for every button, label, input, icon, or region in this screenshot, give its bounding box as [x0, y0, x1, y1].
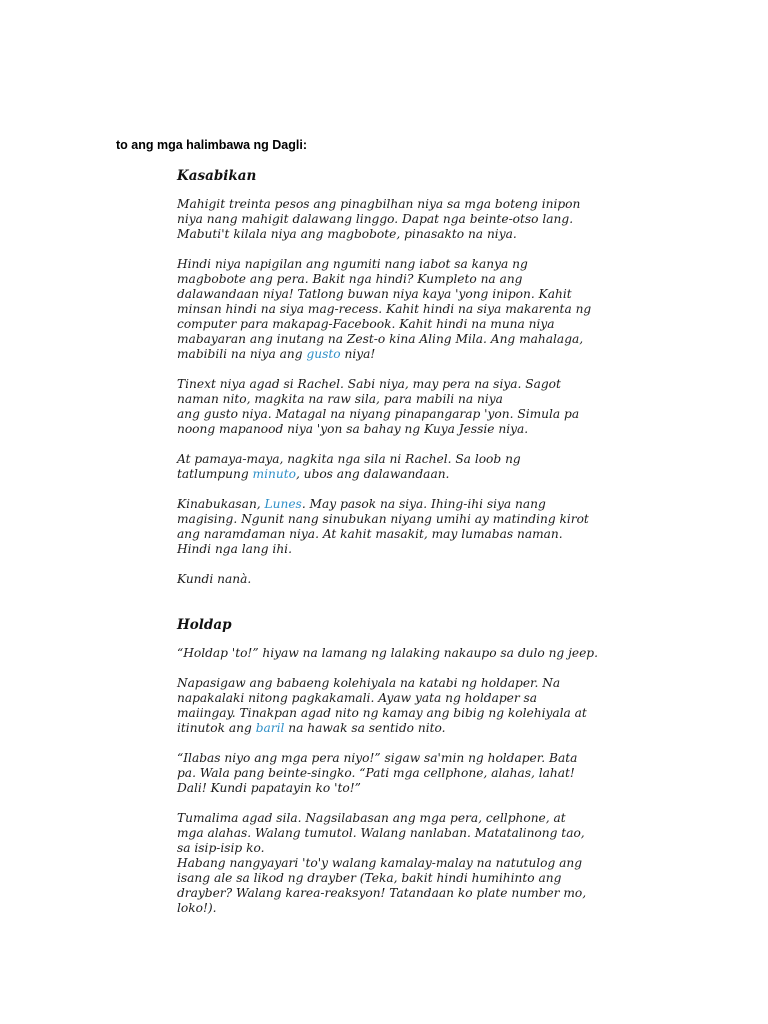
link-gusto[interactable]: gusto: [306, 347, 341, 361]
text-line: At pamaya-maya, nagkita nga sila ni Rachel. Sa loob ng: [177, 452, 521, 466]
text-line: “Holdap 'to!” hiyaw na lamang ng lalaking nakaupo sa dulo ng jeep.: [177, 646, 598, 660]
text-segment: mabibili na niya ang: [177, 347, 307, 361]
text-line: isang ale sa likod ng drayber (Teka, bakit hindi humihinto ang: [177, 871, 562, 885]
text-line: Kundi nanà.: [177, 572, 252, 586]
text-line: [177, 347, 617, 362]
text-line: Mabuti't kilala niya ang magbobote, pinasakto na niya.: [177, 227, 517, 241]
text-line: ang gusto niya. Matagal na niyang pinapangarap 'yon. Simula pa: [177, 407, 580, 421]
text-line: Dali! Kundi papatayin ko 'to!”: [177, 781, 361, 795]
text-line: napakalaki nitong pagkakamali. Ayaw yata ng holdaper sa: [177, 691, 538, 705]
text-line: mga alahas. Walang tumutol. Walang nanlaban. Matatalinong tao,: [177, 826, 585, 840]
text-line: pa. Wala pang beinte-singko. “Pati mga cellphone, alahas, lahat!: [177, 766, 575, 780]
text-line: maiingay. Tinakpan agad nito ng kamay ang bibig ng kolehiyala at: [177, 706, 587, 720]
text-line: magising. Ngunit nang sinubukan niyang umihi ay matinding kirot: [177, 512, 589, 526]
text-line: Napasigaw ang babaeng kolehiyala na katabi ng holdaper. Na: [177, 676, 561, 690]
text-line: “Ilabas niyo ang mga pera niyo!” sigaw sa'min ng holdaper. Bata: [177, 751, 578, 765]
text-line: Mahigit treinta pesos ang pinagbilhan niya sa mga boteng inipon: [177, 197, 581, 211]
text-line: Habang nangyayari 'to'y walang kamalay-malay na natutulog ang: [177, 856, 583, 870]
text-line: magbobote ang pera. Bakit nga hindi? Kumpleto na ang: [177, 272, 523, 286]
text-segment: , ubos ang dalawandaan.: [295, 467, 450, 481]
text-line: sa isip-isip ko.: [177, 841, 265, 855]
story-title: Kasabikan: [177, 168, 257, 184]
text-line: naman nito, magkita na raw sila, para mabili na niya: [177, 392, 503, 406]
text-line: ang naramdaman niya. At kahit masakit, may lumabas naman.: [177, 527, 563, 541]
text-line: [177, 467, 617, 482]
text-segment: niya!: [340, 347, 376, 361]
link-minuto[interactable]: minuto: [252, 467, 296, 481]
text-line: Hindi niya napigilan ang ngumiti nang iabot sa kanya ng: [177, 257, 528, 271]
text-line: [177, 721, 617, 736]
link-lunes[interactable]: Lunes: [264, 497, 302, 511]
text-line: noong mapanood niya 'yon sa bahay ng Kuya Jessie niya.: [177, 422, 529, 436]
text-line: loko!).: [177, 901, 217, 915]
text-segment: itinutok ang: [177, 721, 256, 735]
story-holdap: [177, 616, 617, 916]
text-line: Tinext niya agad si Rachel. Sabi niya, may pera na siya. Sagot: [177, 377, 561, 391]
text-line: [177, 497, 617, 512]
text-segment: tatlumpung: [177, 467, 253, 481]
text-line: dalawandaan niya! Tatlong buwan niya kaya 'yong inipon. Kahit: [177, 287, 572, 301]
text-segment: Kinabukasan,: [177, 497, 265, 511]
intro-heading: to ang mga halimbawa ng Dagli:: [116, 138, 307, 152]
text-line: computer para makapag-Facebook. Kahit hindi na muna niya: [177, 317, 555, 331]
link-baril[interactable]: baril: [255, 721, 285, 735]
story-kasabikan: [177, 167, 617, 587]
text-line: mabayaran ang inutang na Zest-o kina Aling Mila. Ang mahalaga,: [177, 332, 584, 346]
text-line: Tumalima agad sila. Nagsilabasan ang mga pera, cellphone, at: [177, 811, 566, 825]
text-line: niya nang mahigit dalawang linggo. Dapat nga beinte-otso lang.: [177, 212, 574, 226]
text-line: Hindi nga lang ihi.: [177, 542, 292, 556]
text-segment: na hawak sa sentido nito.: [284, 721, 446, 735]
text-line: drayber? Walang karea-reaksyon! Tatandaan ko plate number mo,: [177, 886, 587, 900]
text-line: minsan hindi na siya mag-recess. Kahit hindi na siya makarenta ng: [177, 302, 592, 316]
story-title: Holdap: [177, 617, 232, 633]
text-segment: . May pasok na siya. Ihing-ihi siya nang: [301, 497, 546, 511]
